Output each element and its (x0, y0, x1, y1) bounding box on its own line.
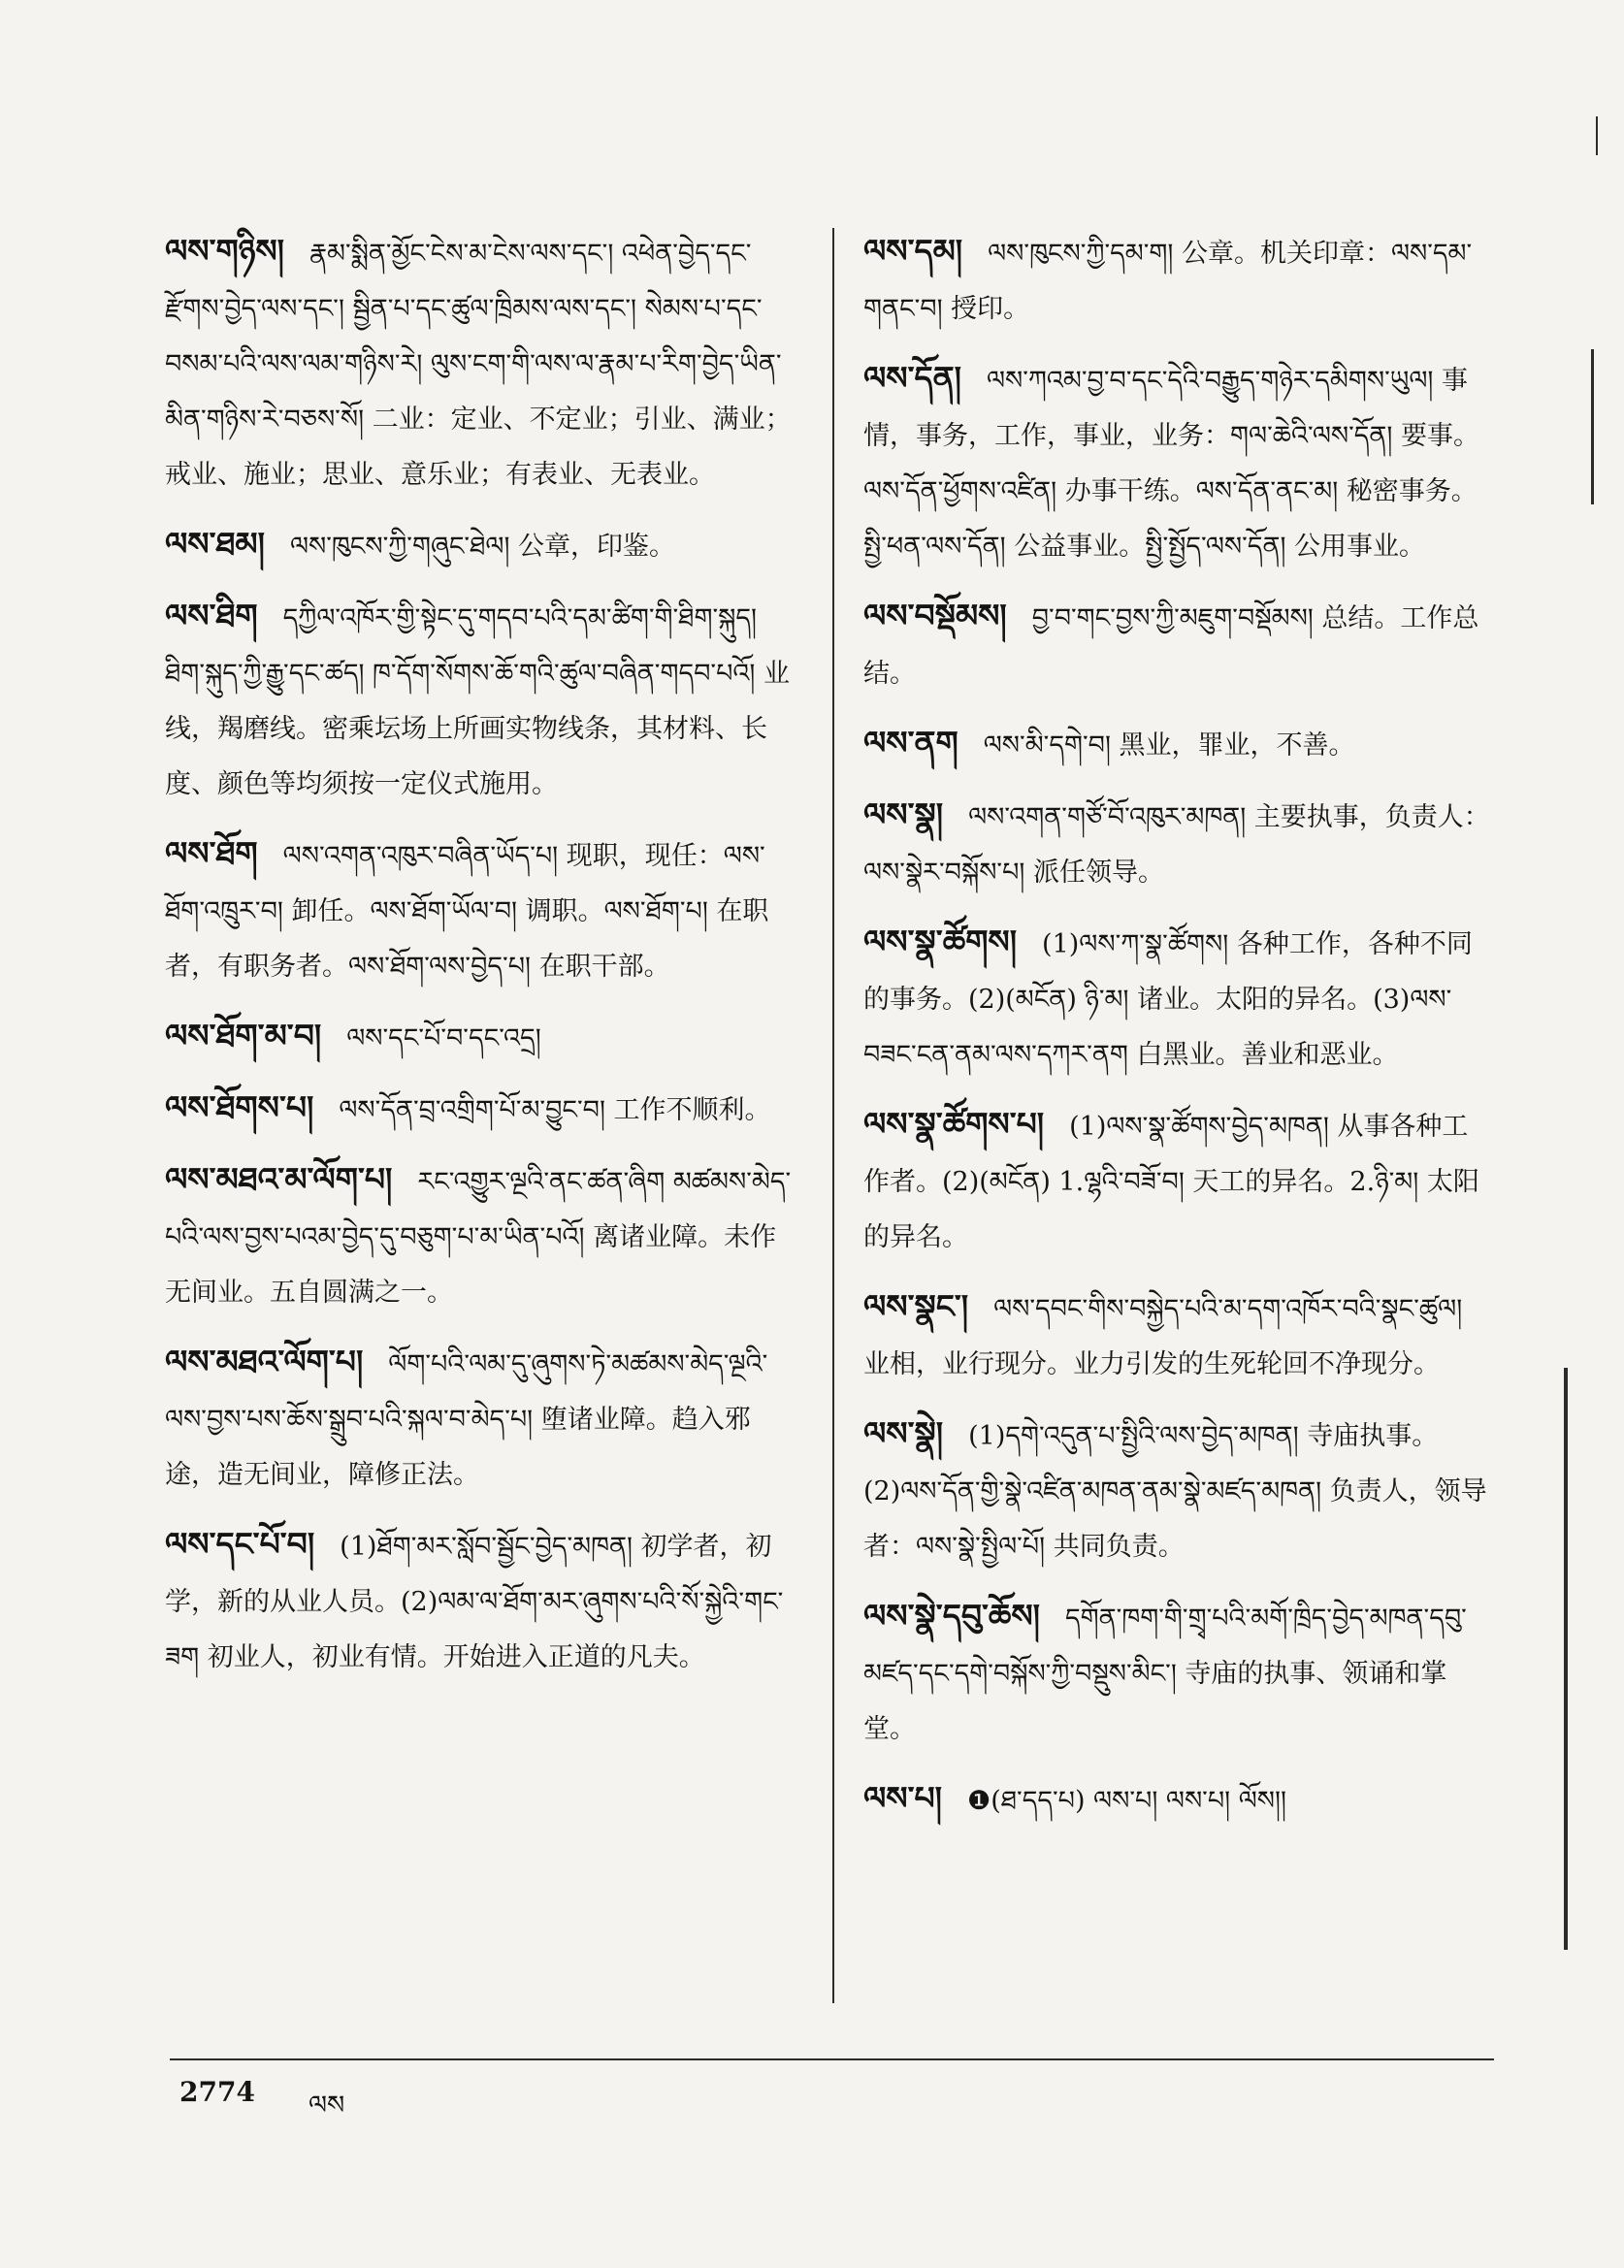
entry-definition: ལས་ཁུངས་ཀྱི་དམ་ག། 公章。机关印章：ལས་དམ་གནང་བ། 授印。 (863, 239, 1473, 324)
entry-headword: ལས་མཐའ་མ་ལོག་པ། (165, 1160, 393, 1198)
entry-definition: དཀྱིལ་འཁོར་གྱི་སྟེང་དུ་གདབ་པའི་དམ་ཚིག་གི་ཐིག་སྐུད། ཐིག་སྐུད་ཀྱི་རྒྱུ་དང་ཚད། ཁ་དོག་སོགས་ཆོ་གའི་ཚུལ་བཞིན་གདབ་པའོ། 业线，羯磨线。密乘坛场上所画实物线条，其材料、长度、颜色等均须按一定仪式施用。 (165, 603, 790, 799)
entry-definition: ལས་འགན་གཙོ་བོ་འཁུར་མཁན། 主要执事，负责人：ལས་སྣེར་བསྐོས་པ། 派任领导。 (863, 802, 1490, 888)
entry-headword: ལས་སྣེ། (863, 1414, 944, 1452)
entry-definition: ལོག་པའི་ལམ་དུ་ཞུགས་ཏེ་མཚམས་མེད་ལྔའི་ལས་བྱས་པས་ཆོས་སྒྲུབ་པའི་སྐལ་བ་མེད་པ། 堕诸业障。趋入邪途，造无间业，障修正法。 (165, 1349, 768, 1490)
entry-definition: (1)ལས་སྣ་ཚོགས་བྱེད་མཁན། 从事各种工作者。(2)(མངོན) 1.ལྷའི་བཟོ་བ། 天工的异名。2.ཉི་མ། 太阳的异名。 (863, 1112, 1479, 1252)
scan-edge-mark (1564, 1368, 1568, 1950)
dictionary-entry (863, 1588, 1494, 1757)
entry-headword: ལས་མཐའ་ལོག་པ། (165, 1343, 364, 1380)
dictionary-entry (165, 516, 796, 574)
entry-headword: ལས་པ། (863, 1779, 942, 1817)
entry-definition: ལས་ཀའམ་བྱ་བ་དང་དེའི་བརྒྱུད་གཉེར་དམིགས་ཡུལ། 事情，事务，工作，事业，业务：གལ་ཆེའི་ལས་དོན། 要事。ལས་དོན་ཕྱོགས་འཛིན། 办事干练。ལས་དོན་ནང་མ། 秘密事务。སྤྱི་ཕན་ལས་དོན། 公益事业。སྤྱི་སྤྱོད་ལས་དོན། 公用事业。 (863, 366, 1480, 562)
entry-definition: ལས་དོན་བྲ་འགྲིག་པོ་མ་བྱུང་བ། 工作不顺利。 (339, 1095, 771, 1125)
entry-headword: ལས་དམ། (863, 232, 963, 270)
dictionary-entry (165, 588, 796, 812)
dictionary-entry (165, 826, 796, 994)
dictionary-entry (863, 350, 1494, 574)
running-head: ལས (309, 2090, 345, 2121)
column-divider (832, 228, 834, 2003)
dictionary-entry (165, 223, 796, 502)
entry-headword: ལས་ཐིག (165, 597, 258, 634)
right-column (863, 223, 1494, 1842)
dictionary-entry (863, 1770, 1494, 1829)
dictionary-entry (165, 1080, 796, 1138)
entry-headword: ལས་ཐམ། (165, 525, 265, 563)
entry-definition: ❶(ཐ་དད་པ) ལས་པ། ལས་པ། ལོས།། (966, 1786, 1287, 1816)
entry-definition: རྣམ་སྨིན་མྱོང་ངེས་མ་ངེས་ལས་དང་། འཕེན་བྱེད་དང་རྫོགས་བྱེད་ལས་དང་། སྦྱིན་པ་དང་ཚུལ་ཁྲིམས་ལས་དང་། སེམས་པ་དང་བསམ་པའི་ལས་ལམ་གཉིས་རེ། ལུས་ངག་གི་ལས་ལ་རྣམ་པ་རིག་བྱེད་ཡིན་མིན་གཉིས་རེ་བཅས་སོ། 二业：定业、不定业；引业、满业；戒业、施业；思业、意乐业；有表业、无表业。 (165, 239, 792, 490)
page-number: 2774 (179, 2076, 255, 2108)
entry-headword: ལས་སྣེ་དབུ་ཆོས། (863, 1597, 1040, 1635)
entry-headword: ལས་ཐོག (165, 834, 258, 872)
entry-headword: ལས་ཐོགས་པ། (165, 1088, 314, 1126)
entry-definition: དགོན་ཁག་གི་གྲྭ་པའི་མགོ་ཁྲིད་བྱེད་མཁན་དབུ་མཛད་དང་དགེ་བསྐོས་ཀྱི་བསྡུས་མིང་། 寺庙的执事、领诵和掌堂。 (863, 1604, 1467, 1744)
dictionary-entry (165, 1008, 796, 1066)
dictionary-entry (863, 1096, 1494, 1265)
entry-headword: ལས་ཐོག་མ་བ། (165, 1017, 322, 1054)
entry-headword: ལས་ནག (863, 724, 958, 761)
entry-headword: ལས་སྣ་ཚོགས་པ། (863, 1105, 1045, 1143)
entry-headword: ལས་དོན། (863, 359, 961, 397)
dictionary-entry (863, 1406, 1494, 1574)
entry-definition: (1)དགེ་འདུན་པ་སྤྱིའི་ལས་བྱེད་མཁན། 寺庙执事。(2)ལས་དོན་གྱི་སྣེ་འཛིན་མཁན་ནམ་སྣེ་མཛད་མཁན། 负责人，领导者：ལས་སྣེ་སྤྱིལ་པོ། 共同负责。 (863, 1421, 1487, 1562)
dictionary-entry (863, 914, 1494, 1083)
entry-definition: ལས་མི་དགེ་བ། 黑业，罪业，不善。 (983, 730, 1355, 761)
left-column (165, 223, 796, 1699)
scan-edge-mark (1591, 349, 1594, 504)
footer-rule (170, 2058, 1494, 2060)
entry-headword: ལས་སྣ་ཚོགས། (863, 923, 1018, 960)
entry-definition: ལས་དབང་གིས་བསྐྱེད་པའི་མ་དག་འཁོར་བའི་སྣང་ཚུལ། 业相，业行现分。业力引发的生死轮回不净现分。 (863, 1294, 1463, 1379)
scan-edge-mark (1596, 116, 1598, 155)
entry-definition: (1)ལས་ཀ་སྣ་ཚོགས། 各种工作，各种不同的事务。(2)(མངོན) ཉི་མ། 诸业。太阳的异名。(3)ལས་བཟང་ངན་ནམ་ལས་དཀར་ནག 白黑业。善业和恶业。 (863, 929, 1473, 1070)
entry-definition: བྱ་བ་གང་བྱས་ཀྱི་མཇུག་བསྡོམས། 总结。工作总结。 (863, 603, 1479, 689)
dictionary-entry (863, 223, 1494, 337)
entry-definition: ལས་འགན་འཁུར་བཞིན་ཡོད་པ། 现职，现任：ལས་ཐོག་འཁྲུར་བ། 卸任。ལས་ཐོག་ཡོལ་བ། 调职。ལས་ཐོག་པ། 在职者，有职务者。ལས་ཐོག་ལས་བྱེད་པ། 在职干部。 (165, 841, 769, 982)
entry-definition: ལས་ཁུངས་ཀྱི་གཞུང་ཐེལ། 公章，印鉴。 (289, 532, 676, 562)
dictionary-entry (165, 1151, 796, 1320)
dictionary-entry (863, 1279, 1494, 1392)
dictionary-entry (863, 715, 1494, 773)
entry-headword: ལས་གཉིས། (165, 232, 284, 270)
entry-headword: ལས་སྣ། (863, 795, 944, 833)
entry-headword: ལས་དང་པོ་བ། (165, 1525, 315, 1563)
entry-headword: ལས་སྣང་། (863, 1287, 969, 1325)
entry-definition: (1)ཐོག་མར་སློབ་སྦྱོང་བྱེད་མཁན། 初学者，初学，新的从业人员。(2)ལམ་ལ་ཐོག་མར་ཞུགས་པའི་སོ་སྐྱེའི་གང་ཟག 初业人，初业有情。开始进入正道的凡夫。 (165, 1532, 784, 1672)
entry-definition: རང་འགྱུར་ལྔའི་ནང་ཚན་ཞིག མཚམས་མེད་པའི་ལས་བྱས་པའམ་བྱེད་དུ་བཅུག་པ་མ་ཡིན་པའོ། 离诸业障。未作无间业。五自圆满之一。 (165, 1167, 792, 1308)
dictionary-entry (165, 1334, 796, 1503)
dictionary-entry (863, 588, 1494, 701)
entry-definition: ལས་དང་པོ་བ་དང་འདྲ། (346, 1023, 541, 1053)
dictionary-entry (863, 787, 1494, 900)
entry-headword: ལས་བསྡོམས། (863, 597, 1007, 634)
dictionary-entry (165, 1516, 796, 1685)
